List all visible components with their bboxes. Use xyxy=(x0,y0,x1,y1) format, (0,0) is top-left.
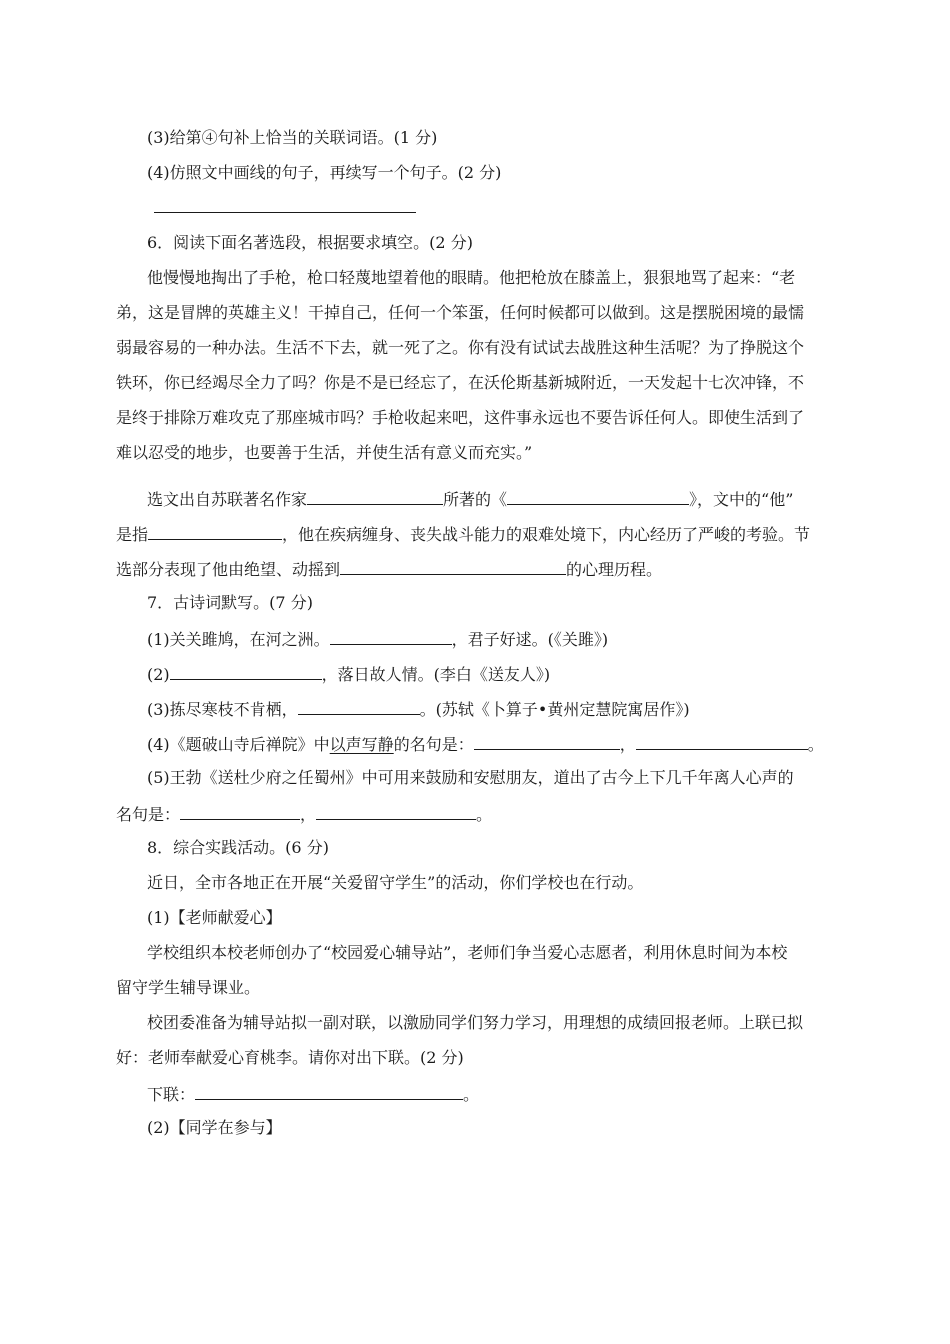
poem-item-2 xyxy=(147,663,550,685)
author-blank[interactable] xyxy=(307,488,443,505)
question-6-fill-line-2 xyxy=(116,523,810,545)
section-2-title: (2)【同学在参与】 xyxy=(147,1118,282,1137)
couplet-answer xyxy=(147,1083,479,1105)
fill-text: ，他在疾病缠身、丧失战斗能力的艰难处境下，内心经历了严峻的考验。节 xyxy=(282,525,811,544)
fill-text: 选部分表现了他由绝望、动摇到 xyxy=(116,560,341,579)
poem-blank[interactable] xyxy=(180,803,300,820)
poem-text: 。 xyxy=(807,735,824,754)
fill-text: 是指 xyxy=(116,525,149,544)
question-8-intro: 近日，全市各地正在开展“关爱留守学生”的活动，你们学校也在行动。 xyxy=(147,873,644,892)
poem-blank[interactable] xyxy=(474,733,620,750)
answer-line-q5-4[interactable] xyxy=(154,212,416,213)
question-5-sub-3: (3)给第④句补上恰当的关联词语。(1 分) xyxy=(147,128,438,147)
answer-text: 。 xyxy=(463,1085,480,1104)
question-6-fill-line-3 xyxy=(116,558,662,580)
poem-blank[interactable] xyxy=(316,803,476,820)
poem-text: (3)拣尽寒枝不肯栖， xyxy=(147,700,298,719)
poem-text: (1)关关雎鸠，在河之洲。 xyxy=(147,630,330,649)
poem-text: 的名句是： xyxy=(393,735,474,754)
question-6-fill-line-1 xyxy=(147,488,793,510)
section-1-paragraph: 校团委准备为辅导站拟一副对联，以激励同学们努力学习，用理想的成绩回报老师。上联已拟 xyxy=(147,1013,804,1032)
couplet-blank[interactable] xyxy=(195,1083,463,1100)
section-1-paragraph: 学校组织本校老师创办了“校园爱心辅导站”，老师们争当爱心志愿者，利用休息时间为本校 xyxy=(147,943,788,962)
passage-line: 弟，这是冒牌的英雄主义！干掉自己，任何一个笨蛋，任何时候都可以做到。这是摆脱困境的最懦 xyxy=(116,303,805,322)
passage-line: 弱最容易的一种办法。生活不下去，就一死了之。你有没有试试去战胜这种生活呢？为了挣脱这个 xyxy=(116,338,805,357)
poem-text: ，君子好逑。(《关雎》) xyxy=(451,630,609,649)
question-8-title: 8．综合实践活动。(6 分) xyxy=(147,838,329,857)
poem-text: (4)《题破山寺后禅院》中 xyxy=(147,735,330,754)
poem-item-4 xyxy=(147,733,824,755)
fill-text: 选文出自苏联著名作家 xyxy=(147,490,308,509)
section-1-paragraph: 好：老师奉献爱心育桃李。请你对出下联。(2 分) xyxy=(116,1048,464,1067)
passage-line: 是终于排除万难攻克了那座城市吗？手枪收起来吧，这件事永远也不要告诉任何人。即使生活到了 xyxy=(116,408,805,427)
poem-blank[interactable] xyxy=(170,663,322,680)
poem-text: 名句是： xyxy=(116,805,181,824)
poem-blank[interactable] xyxy=(330,628,452,645)
poem-blank[interactable] xyxy=(636,733,808,750)
poem-item-3 xyxy=(147,698,690,720)
question-7-title: 7．古诗词默写。(7 分) xyxy=(147,593,313,612)
poem-text: ， xyxy=(619,735,636,754)
answer-label: 下联： xyxy=(147,1085,196,1104)
question-5-sub-4: (4)仿照文中画线的句子，再续写一个句子。(2 分) xyxy=(147,163,502,182)
poem-item-5-answer xyxy=(116,803,492,825)
poem-text: (2) xyxy=(147,665,170,684)
poem-text: 。 xyxy=(476,805,493,824)
section-1-paragraph: 留守学生辅导课业。 xyxy=(116,978,261,997)
poem-blank[interactable] xyxy=(298,698,420,715)
section-1-title: (1)【老师献爱心】 xyxy=(147,908,282,927)
fill-text: 的心理历程。 xyxy=(566,560,663,579)
fill-text: 所著的《 xyxy=(443,490,508,509)
poem-text: 。(苏轼《卜算子•黄州定慧院寓居作》) xyxy=(419,700,690,719)
book-title-blank[interactable] xyxy=(507,488,689,505)
poem-item-5: (5)王勃《送杜少府之任蜀州》中可用来鼓励和安慰朋友，道出了古今上下几千年离人心声的 xyxy=(147,768,794,787)
question-6-title: 6．阅读下面名著选段，根据要求填空。(2 分) xyxy=(147,233,473,252)
poem-text: ，落日故人情。(李白《送友人》) xyxy=(321,665,551,684)
passage-line: 难以忍受的地步，也要善于生活，并使生活有意义而充实。” xyxy=(116,443,533,462)
poem-text: ， xyxy=(300,805,317,824)
underlined-phrase: 以声写静 xyxy=(329,735,394,754)
passage-line: 他慢慢地掏出了手枪，枪口轻蔑地望着他的眼睛。他把枪放在膝盖上，狠狠地骂了起来：“老 xyxy=(147,268,796,287)
poem-item-1 xyxy=(147,628,608,650)
mental-process-blank[interactable] xyxy=(340,558,566,575)
passage-line: 铁环，你已经竭尽全力了吗？你是不是已经忘了，在沃伦斯基新城附近，一天发起十七次冲锋，不 xyxy=(116,373,805,392)
character-blank[interactable] xyxy=(148,523,282,540)
fill-text: 》，文中的“他” xyxy=(689,490,794,509)
